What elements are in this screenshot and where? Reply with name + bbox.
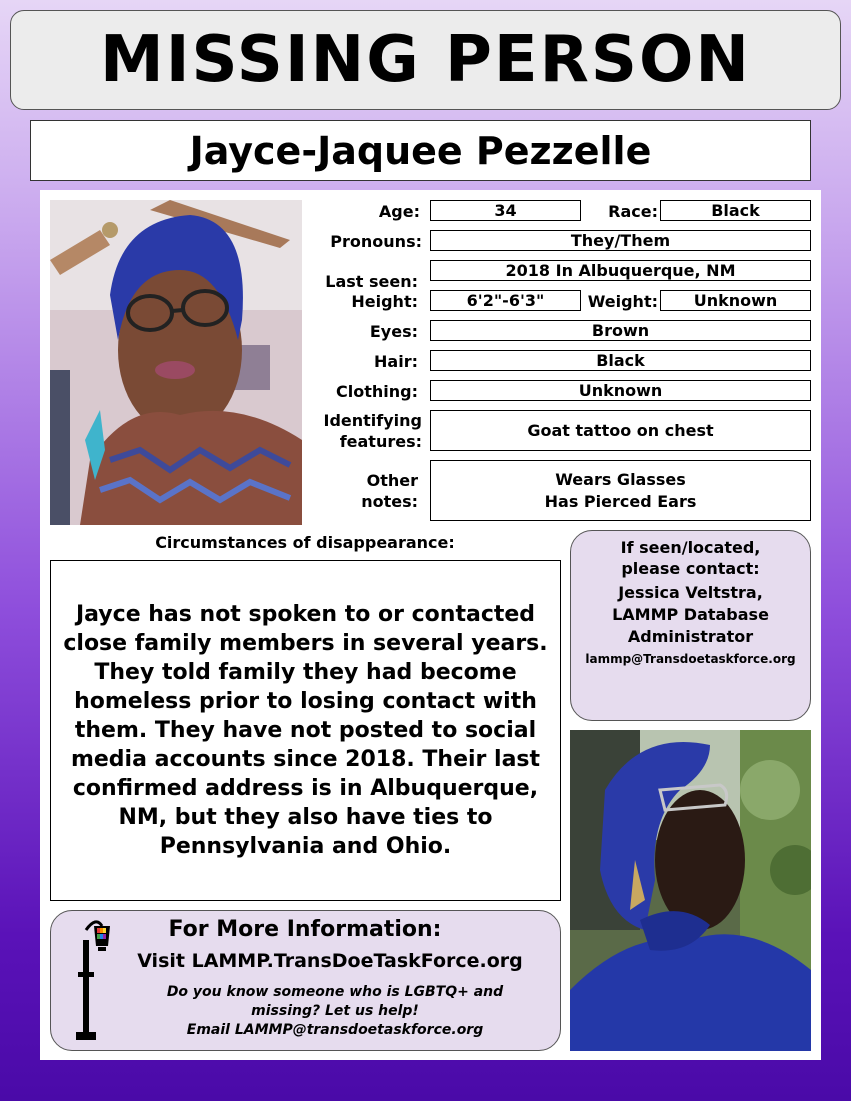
hair-label: Hair: <box>374 352 418 371</box>
more-info-line1: Do you know someone who is LGBTQ+ and <box>166 984 504 1000</box>
circumstances-box <box>50 560 561 901</box>
identifying-value: Goat tattoo on chest <box>430 410 811 451</box>
circumstances-title: Circumstances of disappearance: <box>155 533 455 552</box>
contact-line1: If seen/located, <box>620 538 761 557</box>
person-photo-2 <box>570 730 811 1051</box>
eyes-label: Eyes: <box>369 322 418 341</box>
clothing-label: Clothing: <box>336 382 418 401</box>
weight-value: Unknown <box>660 290 811 311</box>
identifying-label-line2: features: <box>339 432 422 451</box>
person-name: Jayce-Jaquee Pezzelle <box>189 128 652 173</box>
poster-title: MISSING PERSON <box>100 23 751 97</box>
other-notes-label-line1: Other <box>366 471 418 490</box>
contact-email[interactable]: lammp@Transdoetaskforce.org <box>585 652 796 666</box>
age-label: Age: <box>378 202 420 221</box>
contact-box <box>570 530 811 721</box>
weight-label: Weight: <box>587 292 658 311</box>
eyes-value: Brown <box>430 320 811 341</box>
contact-name-line1: Jessica Veltstra, <box>618 583 763 602</box>
identifying-label <box>300 410 422 452</box>
circumstances-text: Jayce has not spoken to or contacted close family members in several years. They told family they had become homeless prior to losing contact with them. They have not posted to social media accounts since 2018. Their last confirmed address is in Albuquerque, NM, but they also have ties to Pennsylvania and Ohio. <box>63 602 548 859</box>
person-photo-1 <box>50 200 302 525</box>
more-info-visit[interactable]: Visit LAMMP.TransDoeTaskForce.org <box>137 950 523 972</box>
last-seen-value: 2018 In Albuquerque, NM <box>430 260 811 281</box>
contact-line2: please contact: <box>621 559 760 578</box>
race-label: Race: <box>608 202 658 221</box>
clothing-value: Unknown <box>430 380 811 401</box>
identifying-label-line1: Identifying <box>323 411 422 430</box>
other-notes-value <box>430 460 811 521</box>
pronouns-value: They/Them <box>430 230 811 251</box>
name-banner <box>30 120 811 181</box>
height-value: 6'2"-6'3" <box>430 290 581 311</box>
age-value: 34 <box>430 200 581 221</box>
other-notes-line1: Wears Glasses <box>555 469 686 489</box>
last-seen-label: Last seen: <box>325 272 418 291</box>
race-value: Black <box>660 200 811 221</box>
hair-value: Black <box>430 350 811 371</box>
title-banner <box>10 10 841 110</box>
more-info-question <box>130 983 540 1040</box>
other-notes-label <box>300 470 418 512</box>
more-info-line3[interactable]: Email LAMMP@transdoetaskforce.org <box>186 1022 484 1038</box>
height-label: Height: <box>351 292 418 311</box>
contact-name-line2: LAMMP Database <box>612 605 769 624</box>
pronouns-label: Pronouns: <box>330 232 422 251</box>
other-notes-label-line2: notes: <box>361 492 418 511</box>
more-info-line2: missing? Let us help! <box>251 1003 419 1019</box>
other-notes-line2: Has Pierced Ears <box>544 491 697 511</box>
contact-name-line3: Administrator <box>627 627 754 646</box>
more-info-title: For More Information: <box>168 917 442 942</box>
